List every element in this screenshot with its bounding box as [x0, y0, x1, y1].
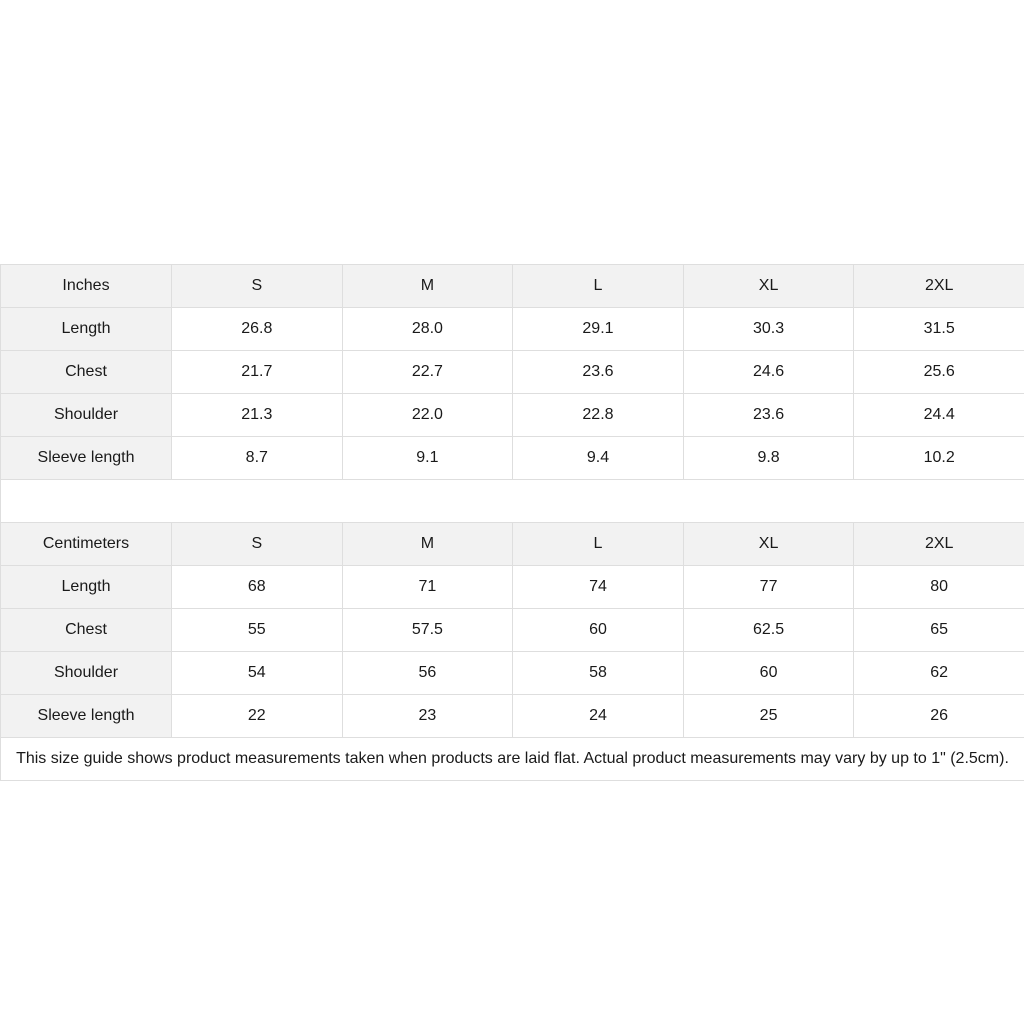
measurement-note: This size guide shows product measurements taken when products are laid flat. Actual product measurements may vary by up to 1" (2.5cm). — [1, 738, 1024, 781]
size-header-l: L — [513, 265, 684, 308]
row-label: Length — [1, 566, 172, 609]
cell-value: 26.8 — [172, 308, 343, 351]
cell-value: 62.5 — [683, 609, 854, 652]
size-header-m: M — [342, 523, 513, 566]
size-header-2xl: 2XL — [854, 265, 1024, 308]
cell-value: 60 — [683, 652, 854, 695]
centimeters-row-shoulder — [1, 652, 1024, 695]
row-label: Shoulder — [1, 652, 172, 695]
cell-value: 74 — [513, 566, 684, 609]
size-header-m: M — [342, 265, 513, 308]
cell-value: 25.6 — [854, 351, 1024, 394]
row-label: Sleeve length — [1, 695, 172, 738]
cell-value: 9.8 — [683, 437, 854, 480]
cell-value: 28.0 — [342, 308, 513, 351]
cell-value: 8.7 — [172, 437, 343, 480]
inches-header-row — [1, 265, 1024, 308]
size-header-s: S — [172, 523, 343, 566]
inches-row-sleeve-length — [1, 437, 1024, 480]
inches-row-chest — [1, 351, 1024, 394]
cell-value: 9.4 — [513, 437, 684, 480]
cell-value: 21.7 — [172, 351, 343, 394]
cell-value: 54 — [172, 652, 343, 695]
centimeters-unit-label: Centimeters — [1, 523, 172, 566]
inches-unit-label: Inches — [1, 265, 172, 308]
cell-value: 57.5 — [342, 609, 513, 652]
cell-value: 23.6 — [513, 351, 684, 394]
cell-value: 29.1 — [513, 308, 684, 351]
cell-value: 80 — [854, 566, 1024, 609]
row-label: Chest — [1, 609, 172, 652]
cell-value: 22.8 — [513, 394, 684, 437]
centimeters-row-sleeve-length — [1, 695, 1024, 738]
cell-value: 68 — [172, 566, 343, 609]
cell-value: 22 — [172, 695, 343, 738]
size-guide — [0, 264, 1024, 781]
row-label: Sleeve length — [1, 437, 172, 480]
row-label: Shoulder — [1, 394, 172, 437]
cell-value: 55 — [172, 609, 343, 652]
cell-value: 24.4 — [854, 394, 1024, 437]
cell-value: 22.0 — [342, 394, 513, 437]
cell-value: 56 — [342, 652, 513, 695]
centimeters-row-length — [1, 566, 1024, 609]
size-table — [0, 264, 1024, 781]
row-label: Length — [1, 308, 172, 351]
size-header-xl: XL — [683, 265, 854, 308]
cell-value: 24 — [513, 695, 684, 738]
size-header-l: L — [513, 523, 684, 566]
cell-value: 30.3 — [683, 308, 854, 351]
cell-value: 10.2 — [854, 437, 1024, 480]
size-header-xl: XL — [683, 523, 854, 566]
cell-value: 65 — [854, 609, 1024, 652]
centimeters-row-chest — [1, 609, 1024, 652]
cell-value: 23.6 — [683, 394, 854, 437]
inches-row-shoulder — [1, 394, 1024, 437]
size-header-2xl: 2XL — [854, 523, 1024, 566]
note-row — [1, 738, 1024, 781]
inches-row-length — [1, 308, 1024, 351]
spacer-cell — [1, 480, 1024, 523]
cell-value: 31.5 — [854, 308, 1024, 351]
cell-value: 23 — [342, 695, 513, 738]
cell-value: 26 — [854, 695, 1024, 738]
cell-value: 22.7 — [342, 351, 513, 394]
cell-value: 58 — [513, 652, 684, 695]
centimeters-header-row — [1, 523, 1024, 566]
cell-value: 9.1 — [342, 437, 513, 480]
section-spacer — [1, 480, 1024, 523]
size-header-s: S — [172, 265, 343, 308]
cell-value: 60 — [513, 609, 684, 652]
row-label: Chest — [1, 351, 172, 394]
cell-value: 77 — [683, 566, 854, 609]
cell-value: 25 — [683, 695, 854, 738]
cell-value: 24.6 — [683, 351, 854, 394]
cell-value: 71 — [342, 566, 513, 609]
cell-value: 62 — [854, 652, 1024, 695]
cell-value: 21.3 — [172, 394, 343, 437]
